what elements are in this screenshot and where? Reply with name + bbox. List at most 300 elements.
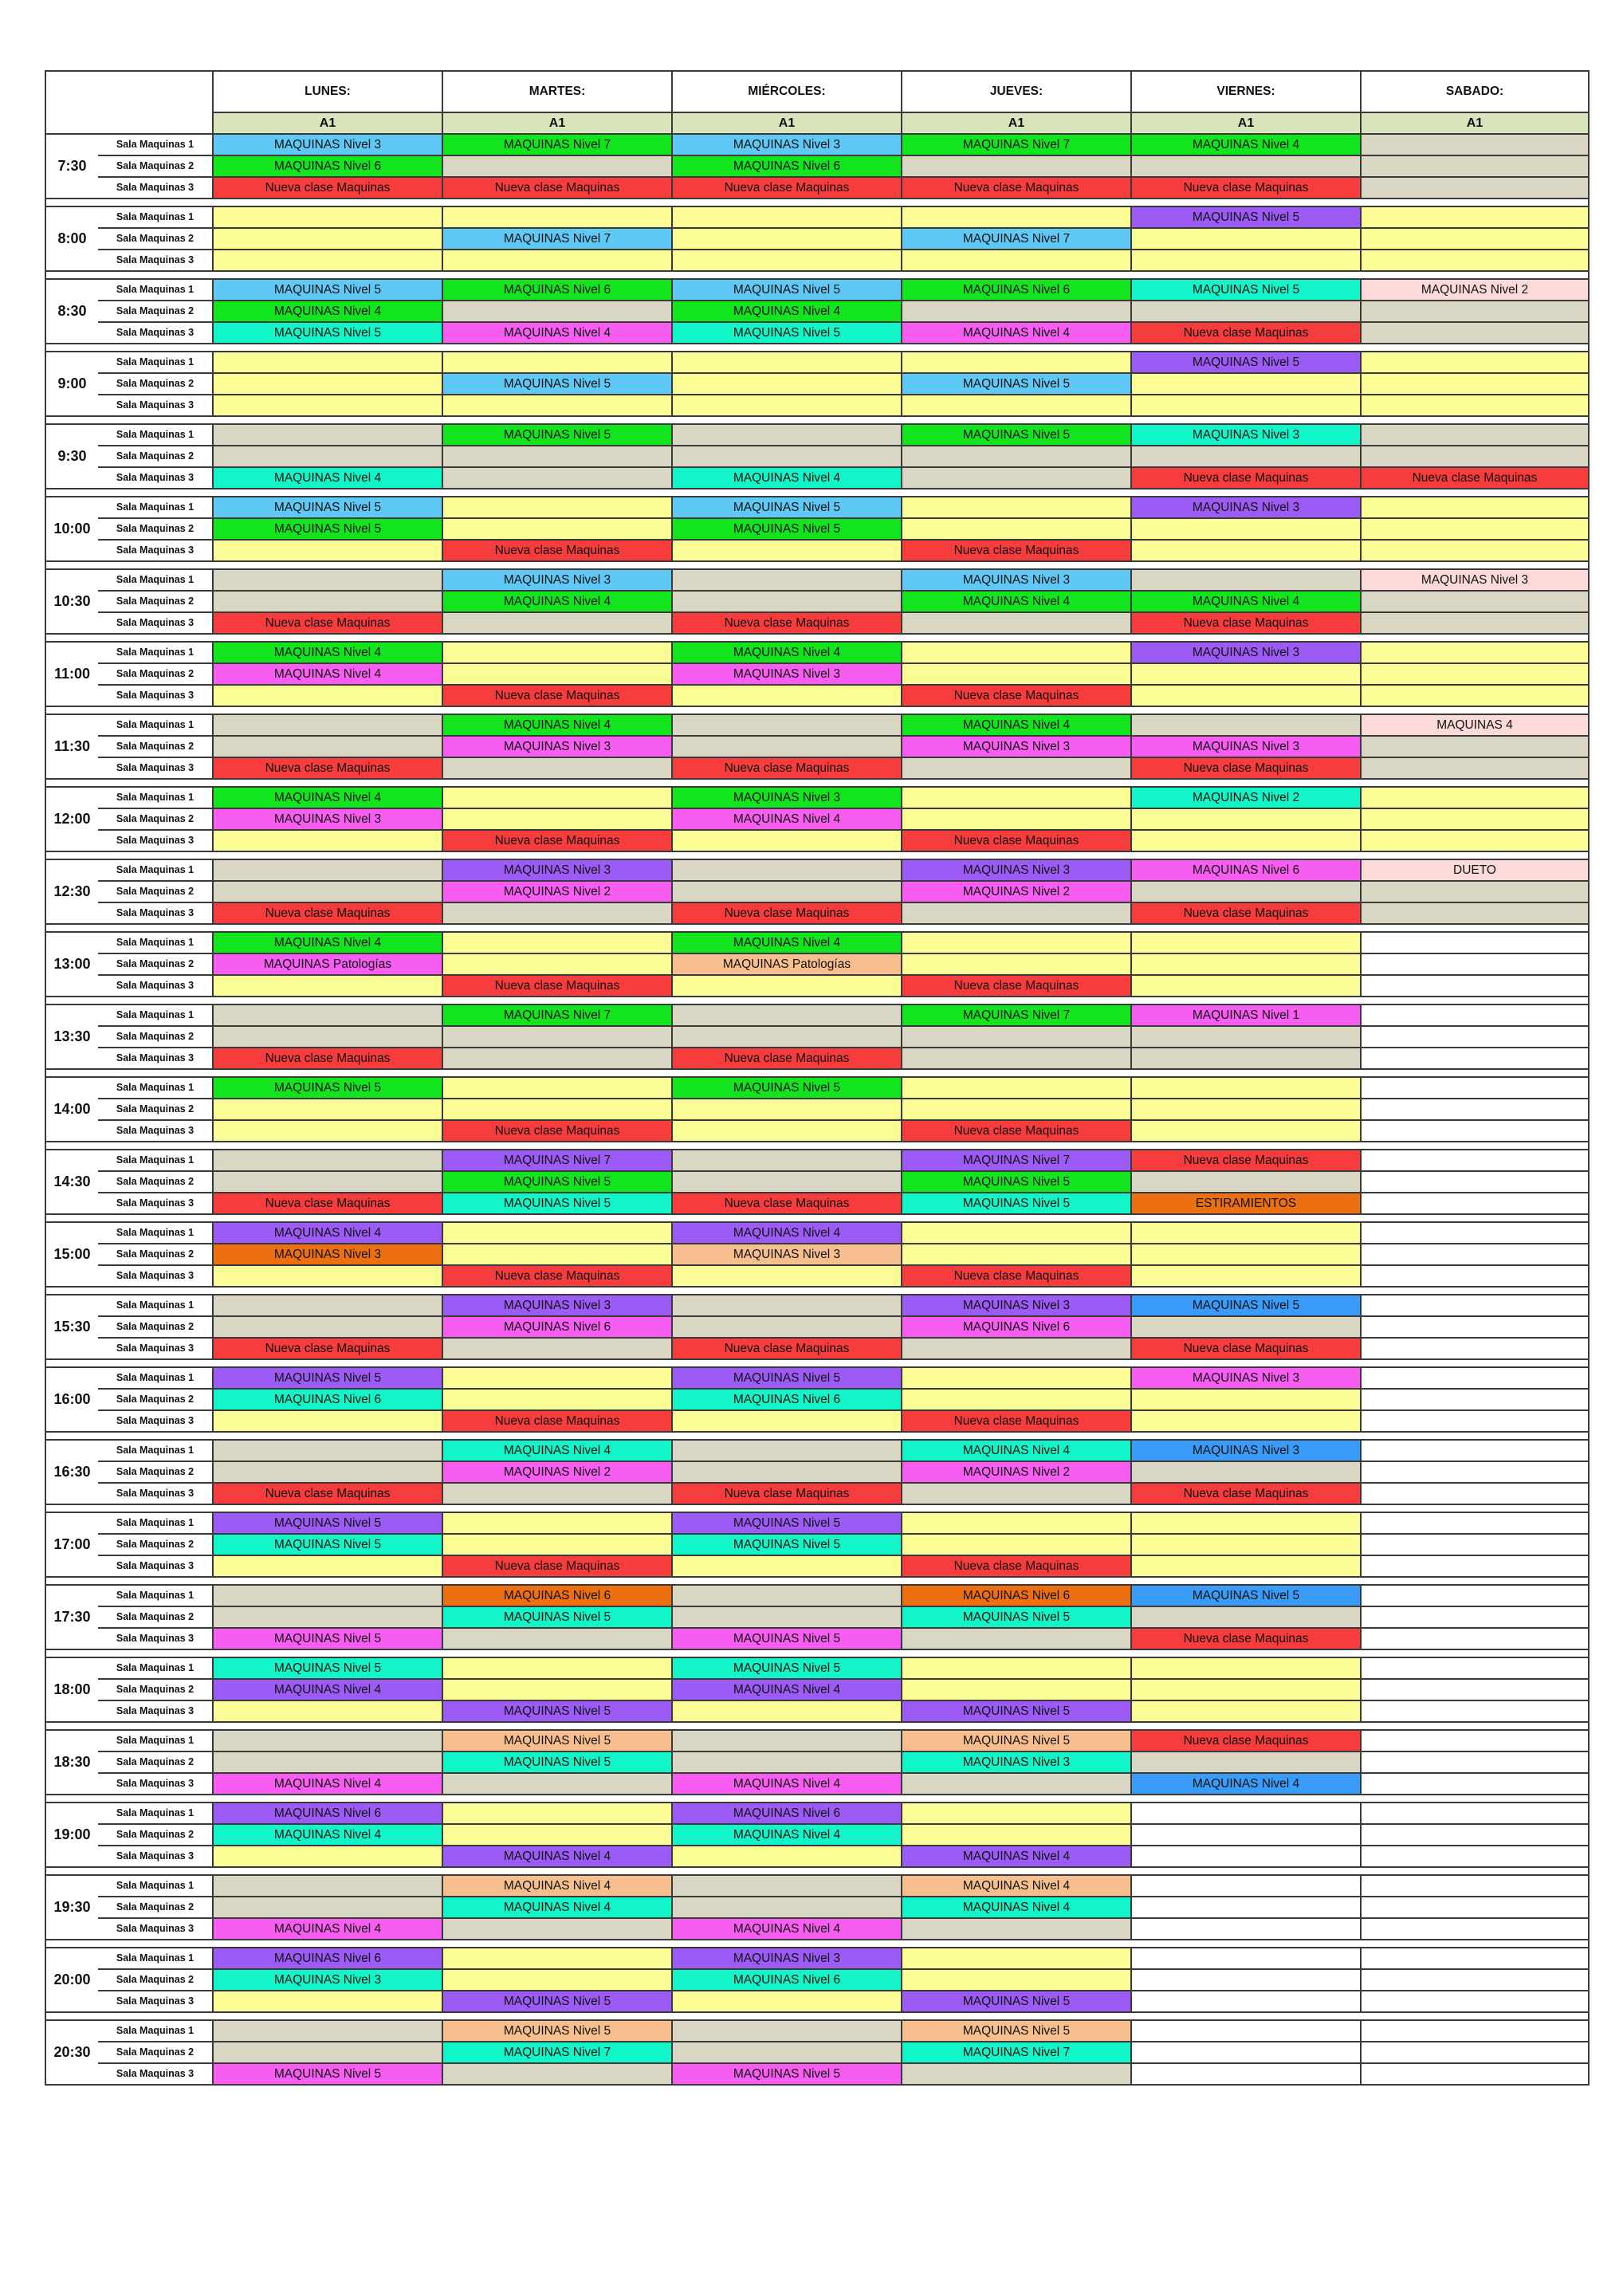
class-cell: MAQUINAS Nivel 5 [672, 279, 902, 301]
class-cell: MAQUINAS Nivel 4 [442, 1846, 672, 1867]
class-cell: Nueva clase Maquinas [902, 1265, 1131, 1287]
class-cell [1131, 1171, 1361, 1193]
table-row [45, 467, 1589, 489]
table-row [45, 446, 1589, 467]
class-cell [213, 1440, 442, 1461]
room-label: Sala Maquinas 3 [98, 2063, 213, 2085]
class-cell [902, 518, 1131, 540]
class-cell: MAQUINAS Nivel 5 [902, 1991, 1131, 2012]
room-label: Sala Maquinas 2 [98, 591, 213, 612]
class-cell: MAQUINAS Nivel 5 [442, 1193, 672, 1214]
class-cell [672, 1120, 902, 1142]
room-label: Sala Maquinas 2 [98, 808, 213, 830]
class-cell: MAQUINAS Nivel 4 [902, 322, 1131, 344]
room-label: Sala Maquinas 2 [98, 1606, 213, 1628]
class-cell: MAQUINAS Nivel 3 [213, 1969, 442, 1991]
class-cell [1361, 1897, 1589, 1918]
table-row [45, 714, 1589, 736]
table-row [45, 1534, 1589, 1555]
class-cell [1361, 1244, 1589, 1265]
room-label: Sala Maquinas 1 [98, 932, 213, 953]
class-cell: Nueva clase Maquinas [213, 1193, 442, 1214]
class-cell: Nueva clase Maquinas [213, 177, 442, 199]
room-label: Sala Maquinas 1 [98, 1875, 213, 1897]
time-slot-label: 20:30 [45, 2020, 98, 2085]
class-cell [1361, 808, 1589, 830]
class-cell [213, 1751, 442, 1773]
room-label: Sala Maquinas 3 [98, 322, 213, 344]
table-row [45, 301, 1589, 322]
class-cell: MAQUINAS Nivel 3 [902, 859, 1131, 881]
class-cell: MAQUINAS Nivel 5 [213, 1628, 442, 1649]
class-cell [213, 859, 442, 881]
class-cell: Nueva clase Maquinas [442, 1265, 672, 1287]
class-cell: MAQUINAS Nivel 5 [213, 1512, 442, 1534]
class-cell [442, 155, 672, 177]
class-cell: MAQUINAS Nivel 3 [1131, 1440, 1361, 1461]
class-cell: Nueva clase Maquinas [442, 1410, 672, 1432]
separator-cell [45, 1432, 1589, 1440]
class-cell [902, 1077, 1131, 1099]
class-cell [902, 1026, 1131, 1048]
class-cell [213, 591, 442, 612]
class-cell [213, 395, 442, 416]
class-cell [672, 1005, 902, 1026]
class-cell [1361, 1048, 1589, 1069]
class-cell: MAQUINAS Nivel 5 [902, 1606, 1131, 1628]
class-cell: MAQUINAS Patologías [672, 953, 902, 975]
class-cell: MAQUINAS Nivel 4 [672, 1679, 902, 1700]
separator-cell [45, 1795, 1589, 1803]
class-cell: Nueva clase Maquinas [672, 1338, 902, 1359]
class-cell: MAQUINAS Nivel 7 [442, 1150, 672, 1171]
separator-cell [45, 851, 1589, 859]
room-label: Sala Maquinas 3 [98, 757, 213, 779]
class-cell: MAQUINAS Nivel 5 [672, 1628, 902, 1649]
table-row [45, 1751, 1589, 1773]
class-cell [902, 1803, 1131, 1824]
class-cell [1361, 1193, 1589, 1214]
class-cell [902, 206, 1131, 228]
table-row [45, 1512, 1589, 1534]
room-label: Sala Maquinas 1 [98, 134, 213, 155]
room-label: Sala Maquinas 1 [98, 352, 213, 373]
class-cell [213, 540, 442, 561]
table-row [45, 1803, 1589, 1824]
room-label: Sala Maquinas 3 [98, 612, 213, 634]
class-cell [1131, 540, 1361, 561]
time-slot-label: 16:30 [45, 1440, 98, 1504]
separator-cell [45, 1069, 1589, 1077]
separator-cell [45, 706, 1589, 714]
class-cell [442, 250, 672, 271]
class-cell [1361, 497, 1589, 518]
class-cell [1131, 518, 1361, 540]
class-cell [213, 1606, 442, 1628]
room-label: Sala Maquinas 3 [98, 1700, 213, 1722]
table-row [45, 228, 1589, 250]
class-cell [1131, 2042, 1361, 2063]
day-sublabel: A1 [442, 112, 672, 134]
slot-separator [45, 634, 1589, 642]
class-cell [1131, 1657, 1361, 1679]
class-cell: MAQUINAS Nivel 4 [672, 642, 902, 663]
separator-cell [45, 561, 1589, 569]
class-cell [1131, 301, 1361, 322]
class-cell: MAQUINAS Nivel 5 [1131, 1585, 1361, 1606]
class-cell: MAQUINAS Nivel 5 [213, 518, 442, 540]
class-cell: MAQUINAS Nivel 3 [213, 1244, 442, 1265]
room-label: Sala Maquinas 1 [98, 1585, 213, 1606]
room-label: Sala Maquinas 1 [98, 1077, 213, 1099]
time-slot-label: 9:00 [45, 352, 98, 416]
class-cell [213, 352, 442, 373]
class-cell [1361, 1099, 1589, 1120]
separator-cell [45, 271, 1589, 279]
room-label: Sala Maquinas 3 [98, 902, 213, 924]
class-cell [1361, 540, 1589, 561]
class-cell [1131, 953, 1361, 975]
class-cell [902, 1969, 1131, 1991]
class-cell: Nueva clase Maquinas [1131, 1628, 1361, 1649]
class-cell: MAQUINAS Nivel 3 [213, 808, 442, 830]
table-row [45, 1700, 1589, 1722]
time-slot-label: 19:30 [45, 1875, 98, 1940]
class-cell [672, 1099, 902, 1120]
class-cell [1131, 1512, 1361, 1534]
time-slot-label: 11:00 [45, 642, 98, 706]
class-cell [213, 1730, 442, 1751]
class-cell: MAQUINAS Nivel 4 [672, 808, 902, 830]
class-cell: MAQUINAS Nivel 5 [672, 2063, 902, 2085]
class-cell [1361, 1846, 1589, 1867]
day-sublabel: A1 [213, 112, 442, 134]
table-row [45, 2063, 1589, 2085]
class-cell: MAQUINAS Nivel 5 [1131, 1295, 1361, 1316]
time-slot-label: 17:00 [45, 1512, 98, 1577]
class-cell [1361, 424, 1589, 446]
class-cell: MAQUINAS Nivel 5 [213, 1367, 442, 1389]
class-cell: Nueva clase Maquinas [442, 177, 672, 199]
table-row [45, 1606, 1589, 1628]
table-row [45, 975, 1589, 997]
separator-cell [45, 1142, 1589, 1150]
schedule-body [45, 134, 1589, 2085]
day-sublabel: A1 [1131, 112, 1361, 134]
table-row [45, 373, 1589, 395]
separator-cell [45, 1867, 1589, 1875]
time-slot-label: 12:30 [45, 859, 98, 924]
class-cell: MAQUINAS Nivel 5 [902, 1700, 1131, 1722]
time-slot-label: 13:00 [45, 932, 98, 997]
table-row [45, 1991, 1589, 2012]
table-row [45, 1628, 1589, 1649]
class-cell [672, 2020, 902, 2042]
class-cell: MAQUINAS Nivel 2 [1361, 279, 1589, 301]
room-label: Sala Maquinas 1 [98, 279, 213, 301]
room-label: Sala Maquinas 1 [98, 1512, 213, 1534]
class-cell [672, 395, 902, 416]
class-cell [672, 830, 902, 851]
room-label: Sala Maquinas 3 [98, 177, 213, 199]
class-cell: MAQUINAS Nivel 7 [442, 134, 672, 155]
class-cell [672, 1026, 902, 1048]
class-cell [672, 446, 902, 467]
class-cell [902, 757, 1131, 779]
class-cell [1131, 2020, 1361, 2042]
table-row [45, 1005, 1589, 1026]
room-label: Sala Maquinas 2 [98, 1099, 213, 1120]
class-cell [902, 1773, 1131, 1795]
class-cell [672, 1897, 902, 1918]
class-cell [1131, 1026, 1361, 1048]
class-cell [1361, 1295, 1589, 1316]
slot-separator [45, 199, 1589, 206]
table-row [45, 1846, 1589, 1867]
class-cell [672, 373, 902, 395]
table-row [45, 322, 1589, 344]
class-cell [213, 250, 442, 271]
room-label: Sala Maquinas 2 [98, 1026, 213, 1048]
table-row [45, 757, 1589, 779]
class-cell [1361, 1171, 1589, 1193]
slot-separator [45, 1577, 1589, 1585]
class-cell [902, 1679, 1131, 1700]
room-label: Sala Maquinas 2 [98, 2042, 213, 2063]
table-row [45, 1948, 1589, 1969]
class-cell [672, 1991, 902, 2012]
time-slot-label: 18:30 [45, 1730, 98, 1795]
class-cell [672, 975, 902, 997]
separator-cell [45, 1649, 1589, 1657]
slot-separator [45, 1432, 1589, 1440]
class-cell [902, 1512, 1131, 1534]
class-cell [902, 1099, 1131, 1120]
class-cell [442, 953, 672, 975]
room-label: Sala Maquinas 3 [98, 250, 213, 271]
room-label: Sala Maquinas 3 [98, 1265, 213, 1287]
class-cell: MAQUINAS Nivel 3 [672, 1244, 902, 1265]
class-cell [1361, 881, 1589, 902]
class-cell [672, 2042, 902, 2063]
class-cell [213, 1171, 442, 1193]
class-cell [442, 467, 672, 489]
separator-cell [45, 2012, 1589, 2020]
class-cell: Nueva clase Maquinas [672, 177, 902, 199]
class-cell: MAQUINAS Nivel 5 [213, 1534, 442, 1555]
table-row [45, 663, 1589, 685]
table-row [45, 1897, 1589, 1918]
table-row [45, 612, 1589, 634]
class-cell [672, 881, 902, 902]
table-row [45, 352, 1589, 373]
class-cell [1361, 1773, 1589, 1795]
class-cell: MAQUINAS Nivel 5 [1131, 352, 1361, 373]
class-cell: MAQUINAS Nivel 7 [902, 2042, 1131, 2063]
class-cell [442, 1338, 672, 1359]
class-cell [672, 1875, 902, 1897]
class-cell: MAQUINAS Nivel 5 [213, 1657, 442, 1679]
class-cell [902, 1367, 1131, 1389]
room-label: Sala Maquinas 2 [98, 1751, 213, 1773]
class-cell: ESTIRAMIENTOS [1131, 1193, 1361, 1214]
time-slot-label: 20:00 [45, 1948, 98, 2012]
class-cell: Nueva clase Maquinas [1131, 612, 1361, 634]
class-cell [442, 446, 672, 467]
class-cell: MAQUINAS Nivel 4 [672, 1222, 902, 1244]
class-cell [902, 1824, 1131, 1846]
class-cell: MAQUINAS Nivel 3 [442, 1295, 672, 1316]
class-cell: Nueva clase Maquinas [1131, 757, 1361, 779]
table-row [45, 1077, 1589, 1099]
room-label: Sala Maquinas 3 [98, 1410, 213, 1432]
class-cell [672, 1555, 902, 1577]
table-row [45, 859, 1589, 881]
class-cell: MAQUINAS Nivel 3 [672, 663, 902, 685]
class-cell [1361, 953, 1589, 975]
class-cell: MAQUINAS Nivel 4 [902, 591, 1131, 612]
class-cell: MAQUINAS Nivel 5 [442, 373, 672, 395]
class-cell: Nueva clase Maquinas [213, 1048, 442, 1069]
class-cell [442, 1389, 672, 1410]
room-label: Sala Maquinas 1 [98, 2020, 213, 2042]
slot-separator [45, 1142, 1589, 1150]
class-cell: MAQUINAS Nivel 3 [672, 1948, 902, 1969]
class-cell [1361, 1606, 1589, 1628]
class-cell [213, 424, 442, 446]
day-sublabel: A1 [672, 112, 902, 134]
time-slot-label: 19:00 [45, 1803, 98, 1867]
class-cell [672, 1606, 902, 1628]
class-cell: MAQUINAS Nivel 5 [442, 1171, 672, 1193]
class-cell: Nueva clase Maquinas [213, 902, 442, 924]
room-label: Sala Maquinas 2 [98, 155, 213, 177]
class-cell [1361, 1918, 1589, 1940]
class-cell: MAQUINAS Nivel 6 [902, 1316, 1131, 1338]
room-label: Sala Maquinas 3 [98, 1338, 213, 1359]
time-slot-label: 12:00 [45, 787, 98, 851]
day-header-monday: LUNES: [213, 71, 442, 112]
class-cell [902, 1948, 1131, 1969]
room-label: Sala Maquinas 1 [98, 642, 213, 663]
class-cell: MAQUINAS Nivel 2 [442, 1461, 672, 1483]
class-cell [1361, 1461, 1589, 1483]
class-cell [1361, 1026, 1589, 1048]
room-label: Sala Maquinas 3 [98, 1628, 213, 1649]
slot-separator [45, 271, 1589, 279]
table-row [45, 155, 1589, 177]
class-cell [1361, 1338, 1589, 1359]
class-cell [1131, 932, 1361, 953]
room-label: Sala Maquinas 2 [98, 1679, 213, 1700]
class-cell: Nueva clase Maquinas [442, 1555, 672, 1577]
class-cell [442, 1099, 672, 1120]
slot-separator [45, 1940, 1589, 1948]
class-cell [672, 859, 902, 881]
room-label: Sala Maquinas 2 [98, 881, 213, 902]
room-label: Sala Maquinas 1 [98, 1730, 213, 1751]
class-cell [1131, 1316, 1361, 1338]
class-cell [1361, 902, 1589, 924]
room-label: Sala Maquinas 1 [98, 1222, 213, 1244]
class-cell: MAQUINAS Nivel 4 [213, 663, 442, 685]
class-cell [902, 1222, 1131, 1244]
class-cell [213, 569, 442, 591]
class-cell [1131, 1875, 1361, 1897]
class-cell [1361, 1440, 1589, 1461]
class-cell [672, 1265, 902, 1287]
class-cell: MAQUINAS Nivel 4 [442, 591, 672, 612]
slot-separator [45, 924, 1589, 932]
class-cell [442, 1222, 672, 1244]
class-cell: MAQUINAS Nivel 3 [1131, 497, 1361, 518]
class-cell [902, 663, 1131, 685]
table-row [45, 932, 1589, 953]
class-cell [1361, 518, 1589, 540]
class-cell: Nueva clase Maquinas [1131, 1150, 1361, 1171]
class-cell: MAQUINAS 4 [1361, 714, 1589, 736]
class-cell: MAQUINAS Nivel 5 [213, 497, 442, 518]
class-cell: MAQUINAS Nivel 3 [442, 859, 672, 881]
table-row [45, 518, 1589, 540]
room-label: Sala Maquinas 1 [98, 1440, 213, 1461]
class-cell [442, 1679, 672, 1700]
class-cell: Nueva clase Maquinas [1131, 902, 1361, 924]
class-cell: Nueva clase Maquinas [672, 902, 902, 924]
time-slot-label: 16:00 [45, 1367, 98, 1432]
class-cell: MAQUINAS Nivel 3 [902, 1295, 1131, 1316]
class-cell [213, 1120, 442, 1142]
time-slot-label: 13:30 [45, 1005, 98, 1069]
class-cell [672, 1295, 902, 1316]
class-cell [1361, 2020, 1589, 2042]
separator-cell [45, 1287, 1589, 1295]
class-cell [1361, 1585, 1589, 1606]
class-cell [442, 1534, 672, 1555]
time-slot-label: 8:00 [45, 206, 98, 271]
class-cell [1131, 1918, 1361, 1940]
class-cell: MAQUINAS Nivel 6 [442, 1316, 672, 1338]
class-cell [442, 1077, 672, 1099]
class-cell [1361, 1628, 1589, 1649]
class-cell [902, 1389, 1131, 1410]
class-cell: MAQUINAS Nivel 4 [902, 1846, 1131, 1867]
class-cell [213, 446, 442, 467]
separator-cell [45, 779, 1589, 787]
class-cell [1361, 1512, 1589, 1534]
class-cell [442, 1824, 672, 1846]
table-row [45, 1222, 1589, 1244]
room-label: Sala Maquinas 2 [98, 953, 213, 975]
class-cell [213, 1897, 442, 1918]
class-cell [213, 975, 442, 997]
class-cell [1361, 2063, 1589, 2085]
class-cell: MAQUINAS Nivel 6 [902, 1585, 1131, 1606]
class-cell [1361, 1389, 1589, 1410]
class-cell [1131, 1824, 1361, 1846]
class-cell [1361, 352, 1589, 373]
class-cell [1361, 975, 1589, 997]
room-label: Sala Maquinas 2 [98, 1969, 213, 1991]
room-label: Sala Maquinas 3 [98, 1193, 213, 1214]
room-label: Sala Maquinas 3 [98, 1555, 213, 1577]
class-cell [1131, 808, 1361, 830]
class-cell: MAQUINAS Nivel 5 [672, 518, 902, 540]
room-label: Sala Maquinas 1 [98, 1150, 213, 1171]
class-cell [213, 736, 442, 757]
table-row [45, 1150, 1589, 1171]
class-cell: Nueva clase Maquinas [442, 975, 672, 997]
